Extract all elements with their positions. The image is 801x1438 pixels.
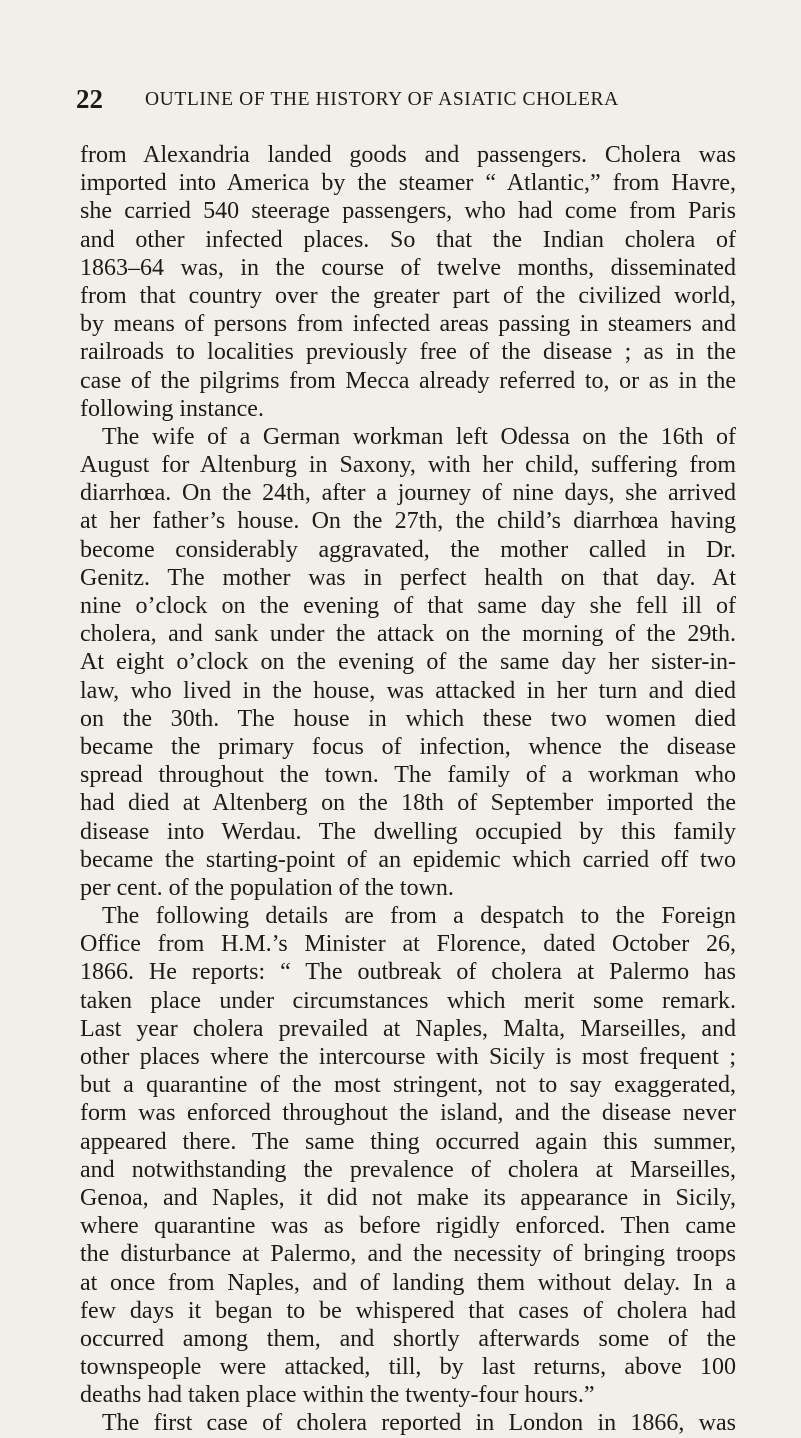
text-line: appeared there. The same thing occurred again this summer,: [80, 1128, 736, 1155]
text-line: other places where the intercourse with Sicily is most frequent ;: [80, 1044, 736, 1070]
text-line: Office from H.M.’s Minister at Florence, dated October 26,: [80, 931, 736, 958]
body-text: [80, 141, 736, 1438]
text-line: become considerably aggravated, the mother called in Dr.: [80, 536, 736, 563]
text-line: diarrhœa. On the 24th, after a journey of nine days, she arrived: [80, 480, 736, 507]
text-line: where quarantine was as before rigidly enforced. Then came: [80, 1213, 736, 1240]
text-line: at once from Naples, and of landing them without delay. In a: [80, 1269, 736, 1296]
text-line: but a quarantine of the most stringent, not to say exaggerated,: [80, 1072, 736, 1099]
text-line: she carried 540 steerage passengers, who had come from Paris: [80, 198, 736, 225]
text-line: few days it began to be whispered that cases of cholera had: [80, 1297, 736, 1324]
text-line: from that country over the greater part of the civilized world,: [80, 282, 736, 309]
text-line: became the primary focus of infection, whence the disease: [80, 733, 736, 760]
text-line: the disturbance at Palermo, and the necessity of bringing troops: [80, 1241, 736, 1268]
text-line: became the starting-point of an epidemic which carried off two: [80, 846, 736, 873]
text-line: The first case of cholera reported in London in 1866, was: [102, 1410, 736, 1437]
text-line: taken place under circumstances which merit some remark.: [80, 987, 736, 1014]
text-line: 1866. He reports: “ The outbreak of cholera at Palermo has: [80, 959, 736, 986]
text-line: by means of persons from infected areas passing in steamers and: [80, 311, 736, 338]
text-line: case of the pilgrims from Mecca already referred to, or as in the: [80, 367, 736, 394]
text-line: per cent. of the population of the town.: [80, 874, 454, 901]
text-line: Genoa, and Naples, it did not make its appearance in Sicily,: [80, 1184, 736, 1211]
text-line: following instance.: [80, 395, 264, 422]
text-line: 1863–64 was, in the course of twelve months, disseminated: [80, 254, 736, 281]
text-line: The following details are from a despatch to the Foreign: [102, 903, 736, 930]
text-line: disease into Werdau. The dwelling occupied by this family: [80, 818, 736, 845]
text-line: on the 30th. The house in which these two women died: [80, 705, 736, 732]
text-line: Genitz. The mother was in perfect health on that day. At: [80, 564, 736, 591]
text-line: and other infected places. So that the Indian cholera of: [80, 226, 736, 253]
text-line: spread throughout the town. The family of a workman who: [80, 762, 736, 789]
text-line: from Alexandria landed goods and passengers. Cholera was: [80, 142, 736, 168]
text-line: townspeople were attacked, till, by last returns, above 100: [80, 1354, 736, 1381]
text-line: imported into America by the steamer “ Atlantic,” from Havre,: [80, 170, 736, 197]
text-line: At eight o’clock on the evening of the same day her sister-in-: [80, 649, 736, 676]
text-line: nine o’clock on the evening of that same day she fell ill of: [80, 593, 736, 619]
text-line: August for Altenburg in Saxony, with her child, suffering from: [80, 452, 736, 479]
page-header: [0, 84, 801, 114]
running-title: OUTLINE OF THE HISTORY OF ASIATIC CHOLERA: [145, 89, 619, 110]
text-line: cholera, and sank under the attack on the morning of the 29th.: [80, 621, 736, 648]
text-line: The wife of a German workman left Odessa on the 16th of: [102, 423, 736, 450]
text-line: form was enforced throughout the island, and the disease never: [80, 1100, 736, 1127]
text-line: Last year cholera prevailed at Naples, Malta, Marseilles, and: [80, 1015, 736, 1042]
text-line: law, who lived in the house, was attacked in her turn and died: [80, 677, 736, 704]
page-number: 22: [76, 84, 103, 114]
text-line: at her father’s house. On the 27th, the child’s diarrhœa having: [80, 508, 736, 535]
text-line: had died at Altenberg on the 18th of September imported the: [80, 790, 736, 817]
text-line: occurred among them, and shortly afterwards some of the: [80, 1325, 736, 1352]
text-line: deaths had taken place within the twenty-four hours.”: [80, 1382, 595, 1409]
text-line: and notwithstanding the prevalence of cholera at Marseilles,: [80, 1156, 736, 1183]
text-line: railroads to localities previously free of the disease ; as in the: [80, 339, 736, 366]
